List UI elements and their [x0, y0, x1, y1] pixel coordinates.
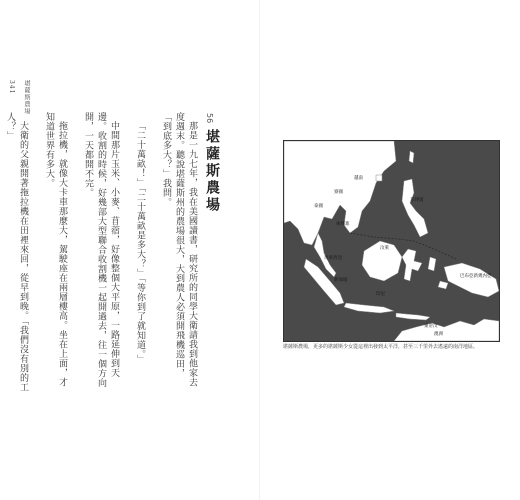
map-label-australia: 澳洲 — [434, 332, 443, 337]
taiwan-island — [409, 151, 414, 163]
map-caption: 堪薩斯農場，更多的堪薩斯少女從這裡出發到太平洋，甚至三千里外去遙遠的南洋地區。 — [283, 344, 479, 350]
page-number: 341 — [8, 80, 15, 95]
running-title: 堪薩斯農場 — [23, 80, 30, 115]
map-label-brunei: 汶萊 — [380, 246, 389, 251]
map-label-cambodia: 柬埔寨 — [336, 222, 350, 227]
map-label-philippines: 菲律賓 — [410, 198, 424, 203]
body-paragraph: 「二十萬畝！」「二十萬畝是多大？」「等你到了就知道。」 — [135, 121, 145, 364]
southeast-asia-map — [283, 140, 500, 342]
map-label-timor-leste: 東帝汶 — [424, 324, 438, 329]
body-paragraph: 拖拉機，就像大卡車那麼大，駕駛座在兩層樓高。坐在上面，才知道世界有多大。 — [44, 112, 67, 387]
chapter-title: 堪薩斯農場 — [204, 129, 220, 214]
map-label-malaysia: 馬來西亞 — [324, 256, 342, 261]
chapter-number: 56 — [205, 113, 214, 124]
map-label-indonesia: 印尼 — [376, 292, 385, 297]
map-label-laos: 寮國 — [334, 190, 343, 195]
body-paragraph: 中間那片玉米、小麥、苜蓿，好像整個大平原，一路延伸到天邊。收割的時候，好幾部大型聯合收割機一起開過去，往一個方向開，一天都開不完。 — [83, 112, 119, 388]
page-gutter — [259, 0, 260, 500]
map-label-papua-new-guinea: 巴布亞新幾內亞 — [460, 274, 492, 279]
hainan-island — [376, 175, 382, 181]
body-paragraph: 那是一九七年，我在美國讀書，研究所的同學大衛請我到他家去度週末。聽說堪薩斯州的農場很大，大到農人必須開飛機巡田，「到底多大？」我問。 — [161, 112, 197, 387]
body-paragraph: 大衛的父親開著拖拉機在田裡來回，從早到晚。「我們沒有別的工人？」 — [5, 112, 28, 392]
map-label-vietnam: 越南 — [354, 176, 363, 181]
map-label-thailand: 泰國 — [314, 204, 323, 209]
map-label-singapore: 新加坡 — [334, 278, 348, 283]
body-text — [0, 112, 198, 392]
map-svg — [284, 141, 499, 341]
